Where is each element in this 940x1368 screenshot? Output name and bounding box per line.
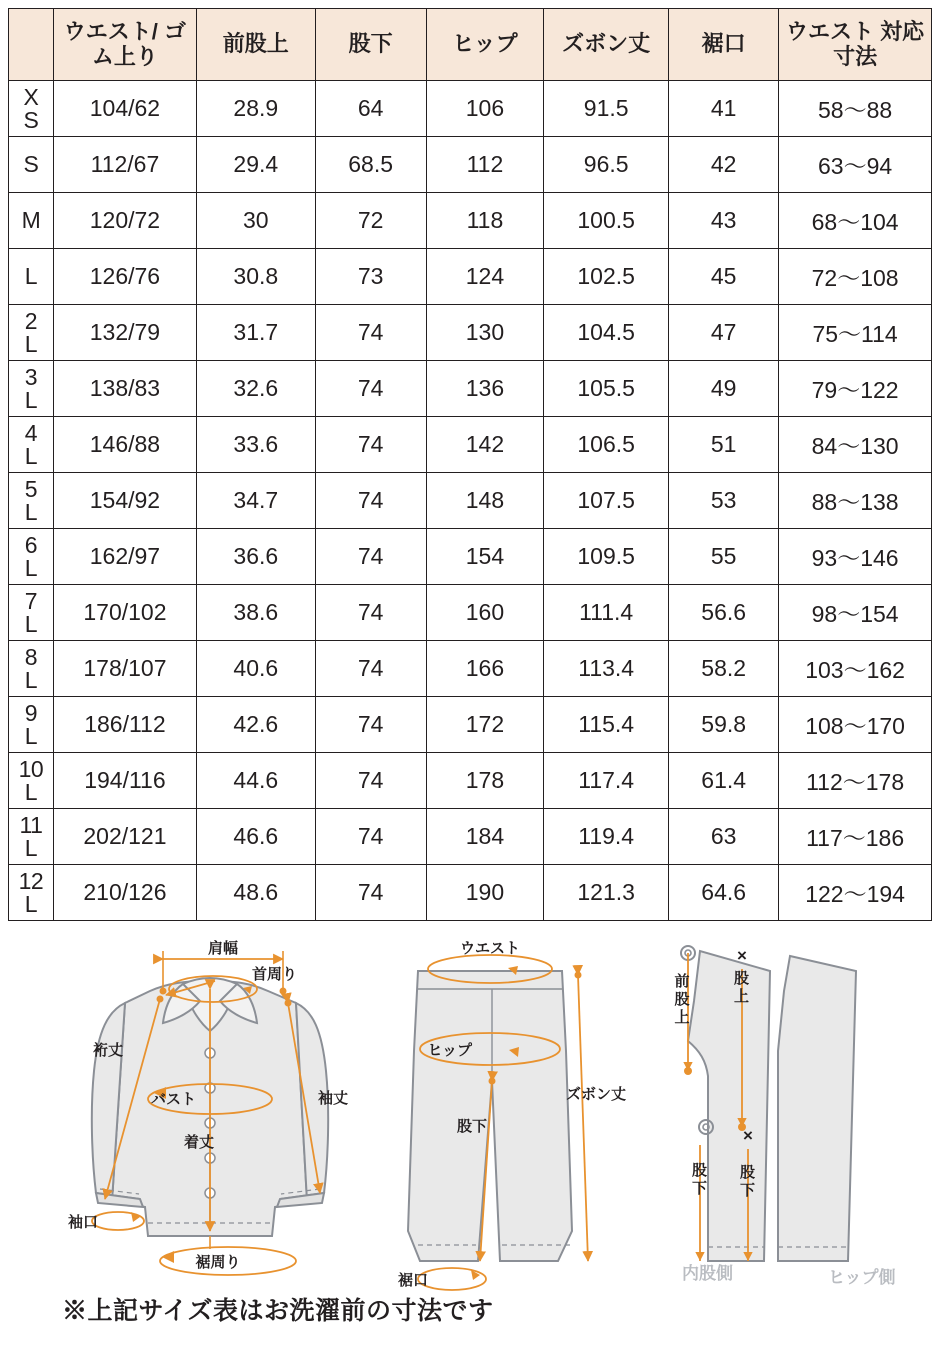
size-label-line: L: [24, 890, 38, 917]
table-cell-hip: 142: [426, 417, 544, 473]
table-cell-front_rise: 46.6: [197, 809, 316, 865]
table-cell-hem: 58.2: [669, 641, 779, 697]
label-pants-hip: ヒップ: [427, 1042, 472, 1059]
size-label-line: 6: [24, 532, 38, 559]
table-cell-front_rise: 42.6: [197, 697, 316, 753]
table-cell-waist_fit: 63〜94: [779, 137, 932, 193]
table-cell-waist_fit: 72〜108: [779, 249, 932, 305]
table-cell-hem: 61.4: [669, 753, 779, 809]
table-cell-pants_length: 121.3: [544, 865, 669, 921]
table-cell-inseam: 73: [315, 249, 426, 305]
table-header-row: [9, 9, 932, 81]
table-cell-waist_fit: 93〜146: [779, 529, 932, 585]
size-label-line: L: [24, 778, 38, 805]
table-cell-pants_length: 119.4: [544, 809, 669, 865]
table-cell-hem: 63: [669, 809, 779, 865]
column-header-waist-line2: ゴム上り: [91, 18, 187, 69]
table-cell-waist_fit: 122〜194: [779, 865, 932, 921]
table-cell-waist_fit: 103〜162: [779, 641, 932, 697]
table-cell-hem: 45: [669, 249, 779, 305]
size-label-line: 12: [18, 868, 44, 895]
table-cell-front_rise: 32.6: [197, 361, 316, 417]
table-cell-hip: 190: [426, 865, 544, 921]
column-header-front-rise: 前股上: [197, 9, 316, 81]
table-cell-front_rise: 34.7: [197, 473, 316, 529]
size-label-cell: [9, 249, 54, 305]
table-cell-hem: 42: [669, 137, 779, 193]
table-cell-waist_fit: 58〜88: [779, 81, 932, 137]
size-label-line: 7: [24, 588, 38, 615]
size-label-line: L: [24, 263, 38, 290]
table-cell-waist_fit: 79〜122: [779, 361, 932, 417]
table-cell-inseam: 74: [315, 361, 426, 417]
table-cell-pants_length: 104.5: [544, 305, 669, 361]
size-label-cell: [9, 585, 54, 641]
table-row: [9, 305, 932, 361]
column-header-waist-fit-line1: ウエスト: [786, 18, 875, 44]
table-cell-waist: 112/67: [53, 137, 196, 193]
label-pants-hem: 裾口: [397, 1272, 428, 1289]
label-pants-inseam: 股下: [456, 1118, 488, 1135]
label-hem-round: 裾周り: [195, 1254, 241, 1271]
table-cell-waist: 154/92: [53, 473, 196, 529]
table-cell-pants_length: 91.5: [544, 81, 669, 137]
size-label-line: L: [24, 610, 38, 637]
table-cell-hip: 136: [426, 361, 544, 417]
label-front-inseam: 股下: [692, 1162, 708, 1197]
table-cell-waist: 138/83: [53, 361, 196, 417]
table-cell-inseam: 74: [315, 641, 426, 697]
table-cell-pants_length: 115.4: [544, 697, 669, 753]
table-cell-waist: 194/116: [53, 753, 196, 809]
table-cell-front_rise: 28.9: [197, 81, 316, 137]
table-cell-hip: 130: [426, 305, 544, 361]
table-cell-pants_length: 106.5: [544, 417, 669, 473]
label-garment-length: 着丈: [183, 1134, 215, 1151]
label-pants-waist: ウエスト: [459, 940, 521, 957]
size-label-line: X: [23, 84, 39, 111]
size-table-header: [9, 9, 932, 81]
size-table: [8, 8, 932, 921]
table-cell-hem: 47: [669, 305, 779, 361]
measurement-diagrams: [0, 931, 940, 1331]
pants-illustration: [397, 940, 626, 1290]
table-row: [9, 753, 932, 809]
size-label-cell: [9, 697, 54, 753]
table-cell-hip: 148: [426, 473, 544, 529]
size-label-line: L: [24, 666, 38, 693]
table-row: [9, 473, 932, 529]
table-cell-hem: 56.6: [669, 585, 779, 641]
table-row: [9, 865, 932, 921]
table-cell-pants_length: 100.5: [544, 193, 669, 249]
column-header-size: [9, 9, 54, 81]
column-header-waist: [53, 9, 196, 81]
table-row: [9, 361, 932, 417]
table-cell-waist: 186/112: [53, 697, 196, 753]
table-cell-inseam: 74: [315, 305, 426, 361]
size-label-cell: [9, 753, 54, 809]
table-row: [9, 809, 932, 865]
table-cell-hip: 124: [426, 249, 544, 305]
label-front-rise: 前股上: [672, 973, 690, 1024]
size-label-line: 5: [24, 476, 38, 503]
size-label-line: 2: [24, 308, 38, 335]
table-cell-hip: 172: [426, 697, 544, 753]
table-cell-front_rise: 44.6: [197, 753, 316, 809]
table-row: [9, 529, 932, 585]
size-label-cell: [9, 865, 54, 921]
table-cell-pants_length: 105.5: [544, 361, 669, 417]
size-label-line: S: [23, 106, 39, 133]
table-cell-waist: 170/102: [53, 585, 196, 641]
table-cell-waist_fit: 88〜138: [779, 473, 932, 529]
label-rise-mark-bottom: ×: [743, 1126, 753, 1145]
size-label-cell: [9, 137, 54, 193]
table-cell-inseam: 74: [315, 529, 426, 585]
label-bust: バスト: [150, 1091, 196, 1108]
table-cell-hip: 160: [426, 585, 544, 641]
column-header-waist-fit: [779, 9, 932, 81]
table-cell-hem: 51: [669, 417, 779, 473]
size-label-line: L: [24, 722, 38, 749]
table-cell-hip: 166: [426, 641, 544, 697]
table-cell-waist_fit: 68〜104: [779, 193, 932, 249]
size-label-line: L: [24, 554, 38, 581]
table-row: [9, 249, 932, 305]
table-cell-inseam: 74: [315, 585, 426, 641]
label-back-inseam: 股下: [740, 1164, 756, 1199]
size-label-line: 9: [24, 700, 38, 727]
table-row: [9, 137, 932, 193]
table-cell-pants_length: 109.5: [544, 529, 669, 585]
table-cell-hem: 49: [669, 361, 779, 417]
table-cell-waist_fit: 75〜114: [779, 305, 932, 361]
size-label-line: L: [24, 386, 38, 413]
rise-illustration: [673, 946, 896, 1287]
table-cell-front_rise: 38.6: [197, 585, 316, 641]
size-label-cell: [9, 305, 54, 361]
size-label-line: 11: [19, 812, 43, 839]
table-cell-inseam: 68.5: [315, 137, 426, 193]
table-cell-front_rise: 31.7: [197, 305, 316, 361]
size-label-line: 4: [24, 420, 38, 447]
size-label-line: L: [24, 834, 38, 861]
label-sleeve-length: 袖丈: [317, 1090, 349, 1107]
label-yuki: 裄丈: [92, 1042, 124, 1059]
table-cell-pants_length: 107.5: [544, 473, 669, 529]
table-row: [9, 641, 932, 697]
size-label-cell: [9, 473, 54, 529]
table-row: [9, 81, 932, 137]
size-chart-page: [0, 8, 940, 1368]
label-inner-side: 内股側: [682, 1264, 733, 1283]
table-cell-waist: 178/107: [53, 641, 196, 697]
table-cell-pants_length: 117.4: [544, 753, 669, 809]
table-cell-hip: 118: [426, 193, 544, 249]
table-cell-hem: 64.6: [669, 865, 779, 921]
label-back-rise: 股上: [734, 970, 750, 1005]
table-cell-waist: 202/121: [53, 809, 196, 865]
size-label-line: L: [24, 442, 38, 469]
table-cell-waist: 104/62: [53, 81, 196, 137]
table-cell-hem: 55: [669, 529, 779, 585]
footnote-text: ※上記サイズ表はお洗濯前の寸法です: [62, 1297, 494, 1325]
table-cell-waist: 120/72: [53, 193, 196, 249]
table-cell-inseam: 74: [315, 473, 426, 529]
table-cell-pants_length: 111.4: [544, 585, 669, 641]
table-row: [9, 697, 932, 753]
table-cell-inseam: 74: [315, 417, 426, 473]
size-label-cell: [9, 361, 54, 417]
table-cell-front_rise: 29.4: [197, 137, 316, 193]
size-label-line: L: [24, 498, 38, 525]
size-label-cell: [9, 81, 54, 137]
table-cell-waist_fit: 117〜186: [779, 809, 932, 865]
table-cell-front_rise: 48.6: [197, 865, 316, 921]
size-label-line: S: [23, 151, 39, 178]
table-cell-front_rise: 30.8: [197, 249, 316, 305]
jacket-illustration: [60, 939, 348, 1275]
diagram-svg: [0, 931, 940, 1331]
table-cell-front_rise: 36.6: [197, 529, 316, 585]
table-cell-waist: 146/88: [53, 417, 196, 473]
table-cell-pants_length: 113.4: [544, 641, 669, 697]
table-cell-waist: 132/79: [53, 305, 196, 361]
table-cell-hip: 106: [426, 81, 544, 137]
table-cell-waist: 162/97: [53, 529, 196, 585]
label-rise-mark-top: ×: [737, 946, 747, 965]
column-header-waist-line1: ウエスト/: [63, 18, 158, 44]
table-cell-pants_length: 102.5: [544, 249, 669, 305]
size-label-cell: [9, 809, 54, 865]
table-cell-waist: 210/126: [53, 865, 196, 921]
table-cell-waist_fit: 108〜170: [779, 697, 932, 753]
table-cell-inseam: 74: [315, 865, 426, 921]
label-pants-length: ズボン丈: [565, 1086, 627, 1103]
table-row: [9, 193, 932, 249]
table-cell-hem: 41: [669, 81, 779, 137]
size-label-cell: [9, 417, 54, 473]
table-row: [9, 585, 932, 641]
table-cell-hem: 43: [669, 193, 779, 249]
table-cell-waist: 126/76: [53, 249, 196, 305]
table-cell-waist_fit: 84〜130: [779, 417, 932, 473]
size-label-line: 10: [18, 756, 44, 783]
column-header-pants-length: ズボン丈: [544, 9, 669, 81]
table-cell-front_rise: 40.6: [197, 641, 316, 697]
table-cell-front_rise: 30: [197, 193, 316, 249]
table-cell-inseam: 74: [315, 697, 426, 753]
table-cell-front_rise: 33.6: [197, 417, 316, 473]
table-cell-inseam: 74: [315, 753, 426, 809]
table-cell-hip: 184: [426, 809, 544, 865]
size-label-line: L: [24, 330, 38, 357]
size-table-body: [9, 81, 932, 921]
size-label-cell: [9, 529, 54, 585]
table-cell-inseam: 74: [315, 809, 426, 865]
column-header-hip: ヒップ: [426, 9, 544, 81]
label-neck: 首周り: [252, 966, 298, 983]
table-cell-waist_fit: 112〜178: [779, 753, 932, 809]
size-label-cell: [9, 641, 54, 697]
table-cell-hem: 53: [669, 473, 779, 529]
table-row: [9, 417, 932, 473]
table-cell-hip: 154: [426, 529, 544, 585]
table-cell-hip: 178: [426, 753, 544, 809]
label-hip-side: ヒップ側: [828, 1268, 896, 1287]
table-cell-waist_fit: 98〜154: [779, 585, 932, 641]
size-label-line: 3: [24, 364, 38, 391]
column-header-hem: 裾口: [669, 9, 779, 81]
table-cell-pants_length: 96.5: [544, 137, 669, 193]
label-cuff: 袖口: [67, 1214, 98, 1231]
column-header-inseam: 股下: [315, 9, 426, 81]
table-cell-inseam: 64: [315, 81, 426, 137]
size-label-line: M: [21, 207, 41, 234]
column-header-waist-fit-line2: 対応寸法: [833, 18, 925, 69]
table-cell-hem: 59.8: [669, 697, 779, 753]
size-label-cell: [9, 193, 54, 249]
size-label-line: 8: [24, 644, 38, 671]
label-shoulder-width: 肩幅: [207, 940, 239, 957]
table-cell-inseam: 72: [315, 193, 426, 249]
table-cell-hip: 112: [426, 137, 544, 193]
